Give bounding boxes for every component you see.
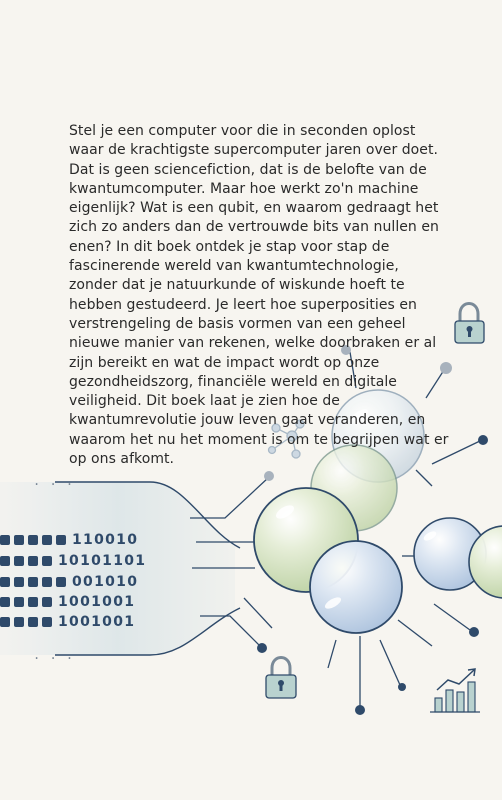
binary-row (0, 532, 138, 548)
binary-row (0, 553, 146, 569)
bubble (310, 541, 402, 633)
back-cover-text: Stel je een computer voor die in seconden oplost waar de krachtigste supercomputer jaren over doet. Dat is geen sciencefiction, dat is de belofte van de kwantumcomputer. Maar hoe werkt zo'n machine eigenlijk? Wat is een qubit, en waarom gedraagt het zich zo anders dan de vertrouwde bits van nullen en enen? In dit boek ontdek je stap voor stap de fascinerende wereld van kwantumtechnologie, zonder dat je natuurkunde of wiskunde hoeft te hebben gestudeerd. Je leert hoe superposities en verstrengeling de basis vormen van een geheel nieuwe manier van rekenen, welke doorbraken er al zijn bereikt en wat de impact wordt op onze gezondheidszorg, financiële wereld en digitale veiligheid. Dit boek laat je zien hoe de kwantumrevolutie jouw leven gaat veranderen, en waarom het nu het moment is om te begrijpen wat er op ons afkomt. (69, 123, 449, 468)
padlock-icon (266, 658, 296, 699)
binary-digits: 1001001 (58, 594, 136, 610)
binary-digits: 10101101 (58, 553, 147, 569)
binary-row (0, 574, 138, 590)
ellipsis-top: . . . (33, 474, 75, 488)
binary-row (0, 614, 135, 630)
binary-row (0, 594, 135, 610)
padlock-icon (455, 304, 484, 344)
binary-digits: 1001001 (58, 614, 136, 630)
ellipsis-bottom: . . . (33, 648, 75, 662)
binary-digits: 110010 (72, 532, 139, 548)
binary-digits: 001010 (72, 574, 139, 590)
bar-chart-trend-icon (430, 669, 480, 712)
